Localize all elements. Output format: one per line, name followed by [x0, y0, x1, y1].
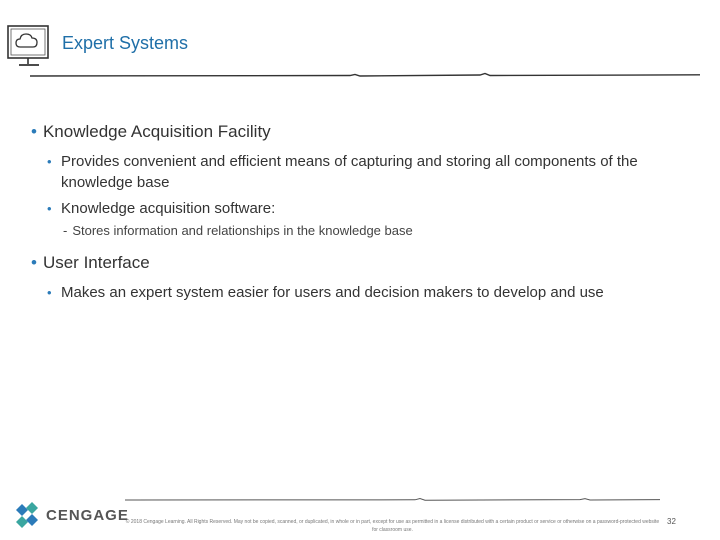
bullet-knowledge-acquisition	[31, 122, 271, 142]
page-title: Expert Systems	[62, 33, 189, 53]
sub-bullet-label: Makes an expert system easier for users and decision makers to develop and use	[61, 284, 604, 301]
header-divider	[30, 70, 700, 80]
page-number: 32	[667, 517, 676, 526]
bullet-label: Knowledge Acquisition Facility	[42, 122, 271, 141]
bullet-dot: •	[31, 253, 37, 272]
sub-sub-bullet-stores	[63, 223, 413, 238]
dash-marker: -	[63, 223, 68, 238]
sub-bullet-capturing	[47, 151, 687, 193]
footer-divider	[125, 496, 660, 504]
bullet-dot: •	[47, 285, 52, 300]
logo-text: CENGAGE	[46, 507, 129, 524]
bullet-dot: •	[47, 154, 52, 169]
sub-bullet-acquisition-software	[47, 198, 275, 219]
cloud-computer-icon	[5, 20, 57, 72]
bullet-dot: •	[31, 122, 37, 141]
cengage-logo-mark	[12, 498, 42, 534]
sub-sub-bullet-label: Stores information and relationships in the knowledge base	[72, 223, 413, 238]
sub-bullet-label: Provides convenient and efficient means of capturing and storing all components of the knowledge base	[61, 153, 638, 191]
copyright-notice: © 2018 Cengage Learning. All Rights Reserved. May not be copied, scanned, or duplicated, in whole or in part, except for use as permitted in a license distributed with a certain product or service or otherwise on a password-protected website for classroom use.	[125, 519, 660, 533]
sub-bullet-label: Knowledge acquisition software:	[61, 200, 276, 217]
bullet-user-interface	[31, 253, 150, 273]
bullet-label: User Interface	[42, 253, 150, 272]
sub-bullet-makes-easier	[47, 282, 604, 303]
bullet-dot: •	[47, 201, 52, 216]
